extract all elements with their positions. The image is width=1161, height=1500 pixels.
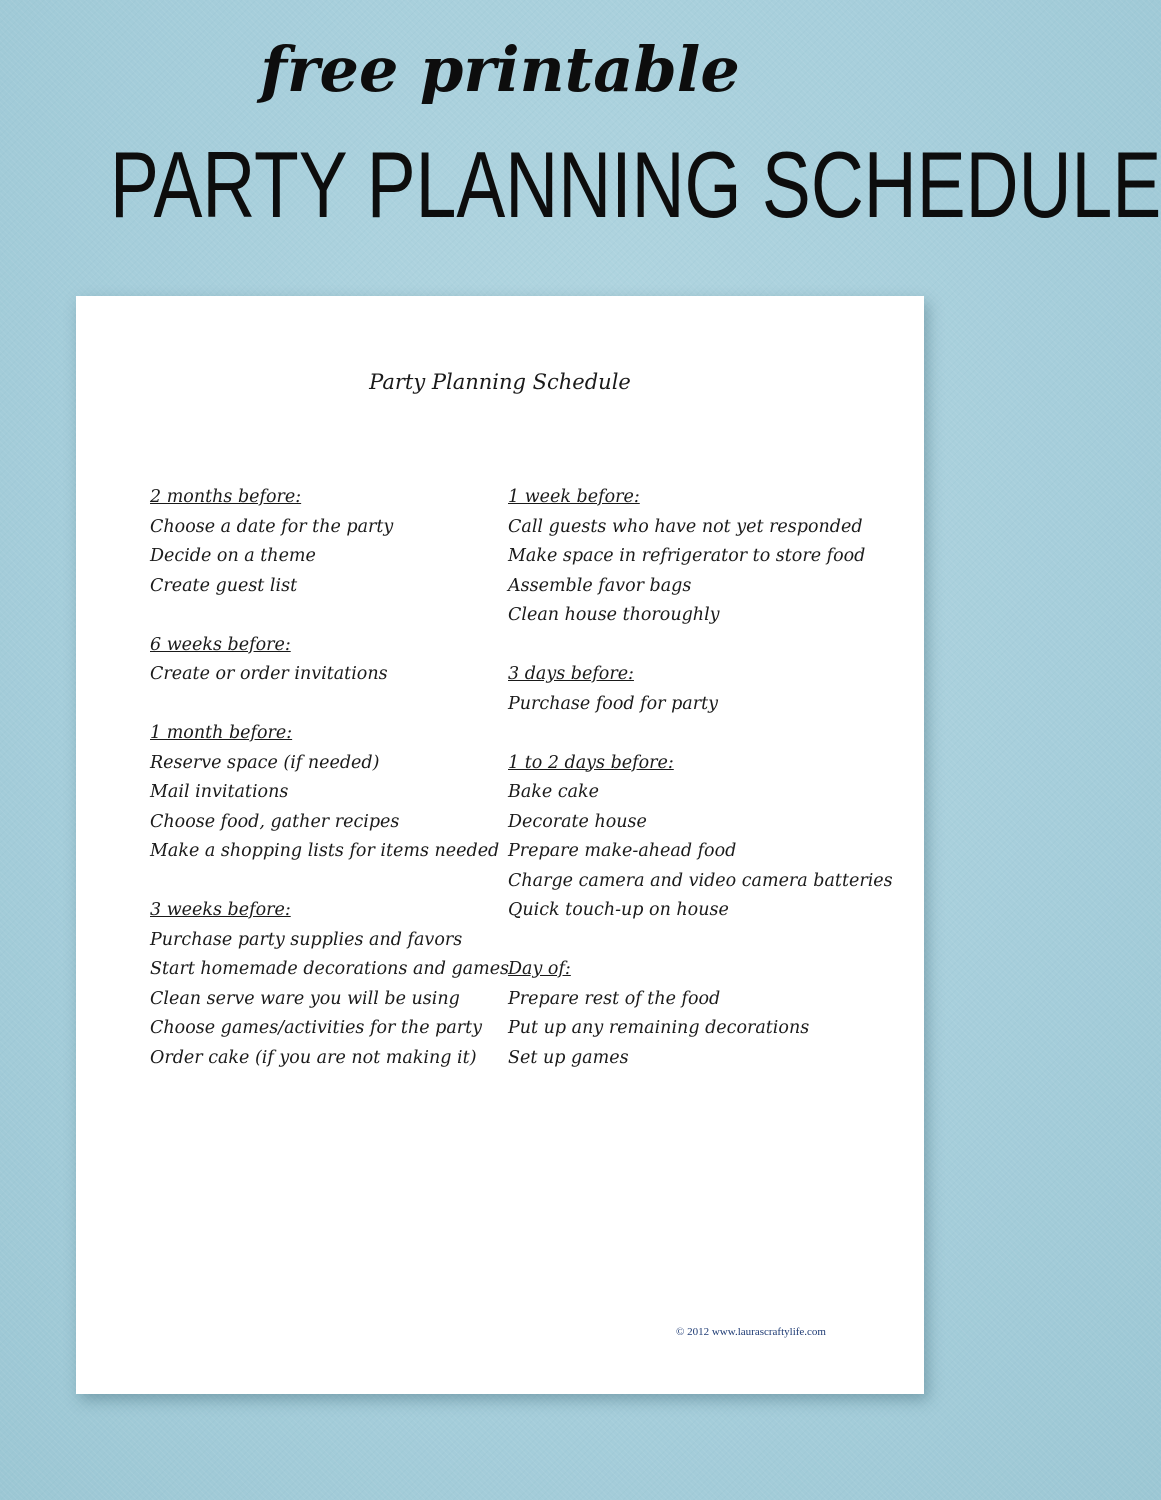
schedule-column-left bbox=[150, 483, 510, 1103]
task-item: Start homemade decorations and games bbox=[150, 959, 510, 979]
task-item: Choose a date for the party bbox=[150, 516, 394, 537]
schedule-section bbox=[508, 483, 908, 631]
schedule-section bbox=[508, 749, 908, 926]
section-heading: 2 months before: bbox=[150, 487, 302, 507]
task-item: Reserve space (if needed) bbox=[150, 752, 380, 773]
schedule-section bbox=[150, 483, 500, 601]
task-item: Decide on a theme bbox=[150, 546, 316, 566]
task-item: Put up any remaining decorations bbox=[508, 1018, 810, 1038]
task-item: Purchase food for party bbox=[508, 693, 718, 714]
section-heading: 3 weeks before: bbox=[150, 900, 291, 920]
schedule-section bbox=[150, 719, 500, 867]
task-item: Mail invitations bbox=[150, 782, 289, 802]
banner-subtitle: free printable bbox=[260, 33, 740, 106]
sheet-title: Party Planning Schedule bbox=[369, 370, 631, 394]
task-item: Create or order invitations bbox=[150, 664, 388, 684]
section-heading: 1 week before: bbox=[508, 487, 640, 507]
task-item: Quick touch-up on house bbox=[508, 900, 729, 920]
section-heading: Day of: bbox=[508, 959, 571, 979]
task-item: Order cake (if you are not making it) bbox=[150, 1047, 477, 1068]
task-item: Clean serve ware you will be using bbox=[150, 988, 460, 1009]
printable-sheet bbox=[76, 296, 924, 1394]
task-item: Decorate house bbox=[508, 811, 647, 832]
schedule-section bbox=[508, 955, 908, 1073]
task-item: Purchase party supplies and favors bbox=[150, 929, 463, 950]
task-item: Make space in refrigerator to store food bbox=[508, 546, 866, 566]
task-item: Choose games/activities for the party bbox=[150, 1018, 483, 1038]
task-item: Create guest list bbox=[150, 575, 298, 596]
task-item: Call guests who have not yet responded bbox=[508, 516, 863, 537]
task-item: Clean house thoroughly bbox=[508, 605, 720, 625]
task-item: Prepare make-ahead food bbox=[508, 841, 737, 861]
schedule-column-right bbox=[508, 483, 908, 1103]
task-item: Prepare rest of the food bbox=[508, 988, 721, 1009]
section-heading: 1 to 2 days before: bbox=[508, 752, 674, 773]
task-item: Choose food, gather recipes bbox=[150, 811, 400, 832]
task-item: Bake cake bbox=[508, 782, 600, 802]
schedule-section bbox=[150, 896, 510, 1073]
section-heading: 6 weeks before: bbox=[150, 634, 291, 655]
section-heading: 1 month before: bbox=[150, 723, 293, 743]
banner-headline: PARTY PLANNING SCHEDULE bbox=[110, 132, 1161, 237]
task-item: Set up games bbox=[508, 1047, 629, 1068]
task-item: Make a shopping lists for items needed bbox=[150, 841, 500, 861]
schedule-section bbox=[150, 631, 500, 690]
task-item: Assemble favor bags bbox=[508, 575, 692, 596]
copyright-footer: © 2012 www.laurascraftylife.com bbox=[676, 1326, 826, 1338]
task-item: Charge camera and video camera batteries bbox=[508, 870, 893, 891]
schedule-section bbox=[508, 660, 908, 719]
section-heading: 3 days before: bbox=[508, 664, 634, 684]
